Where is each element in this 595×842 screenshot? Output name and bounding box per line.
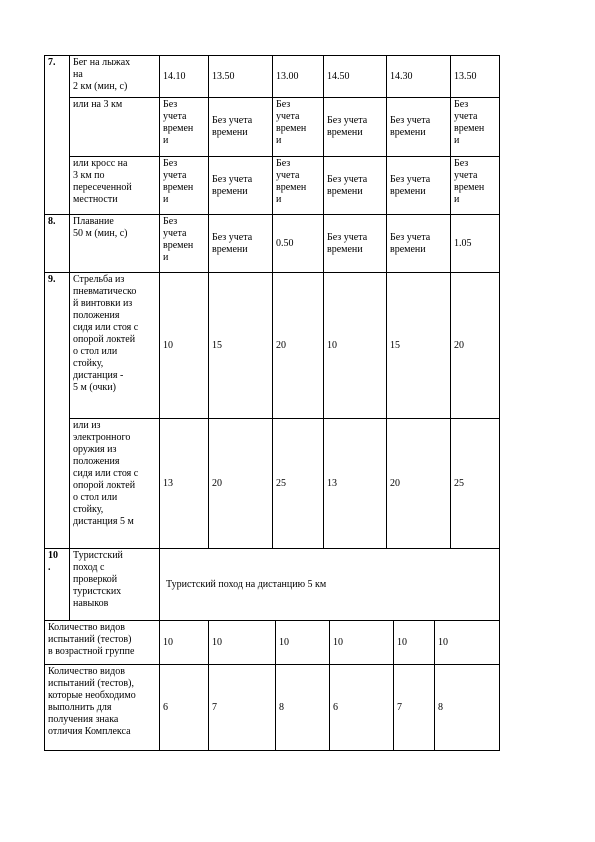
table-cell: Без учета времени <box>387 157 451 215</box>
table-cell: 13 <box>160 419 209 549</box>
table-cell: Без учета времени <box>324 98 387 157</box>
table-cell: 14.10 <box>160 56 209 98</box>
table-cell: Без учета времен и <box>160 157 209 215</box>
row-number: 7. <box>45 56 70 215</box>
table-cell: 10 <box>394 621 435 665</box>
table-cell: 10 <box>209 621 276 665</box>
test-name: Плавание 50 м (мин, с) <box>70 215 160 273</box>
table-row <box>45 665 500 751</box>
table-row <box>45 157 500 215</box>
table-cell: 15 <box>387 273 451 419</box>
table-cell: 6 <box>330 665 394 751</box>
table-cell: 20 <box>387 419 451 549</box>
table-row <box>45 621 500 665</box>
table-row <box>45 56 500 98</box>
summary-table <box>44 620 500 751</box>
table-cell: 10 <box>276 621 330 665</box>
table-row <box>45 215 500 273</box>
summary-label: Количество видов испытаний (тестов), которые необходимо выполнить для получения знака отличия Комплекса <box>45 665 160 751</box>
table-cell: 0.50 <box>273 215 324 273</box>
table-cell: Без учета времен и <box>451 98 500 157</box>
table-row <box>45 98 500 157</box>
table-cell: 20 <box>273 273 324 419</box>
table-cell: 20 <box>451 273 500 419</box>
table-cell: 10 <box>435 621 500 665</box>
table-cell: 14.30 <box>387 56 451 98</box>
table-row <box>45 549 500 621</box>
table-cell: Без учета времени <box>387 98 451 157</box>
table-cell: 13.50 <box>209 56 273 98</box>
table-cell: 15 <box>209 273 273 419</box>
test-name: Стрельба из пневматическо й винтовки из положения сидя или стоя с опорой локтей о стол или стойку, дистанция - 5 м (очки) <box>70 273 160 419</box>
table-cell: Без учета времени <box>209 215 273 273</box>
standards-table-page <box>44 55 499 751</box>
row-number: 9. <box>45 273 70 549</box>
table-cell: Без учета времени <box>209 157 273 215</box>
table-cell: 13 <box>324 419 387 549</box>
table-cell: 7 <box>394 665 435 751</box>
table-cell: 1.05 <box>451 215 500 273</box>
table-row <box>45 419 500 549</box>
table-cell: 25 <box>451 419 500 549</box>
table-cell: Без учета времен и <box>160 215 209 273</box>
table-cell: Без учета времени <box>387 215 451 273</box>
table-cell: Без учета времени <box>209 98 273 157</box>
table-cell: 8 <box>276 665 330 751</box>
standards-table <box>44 55 500 621</box>
table-cell: 13.00 <box>273 56 324 98</box>
test-name: Бег на лыжах на 2 км (мин, с) <box>70 56 160 98</box>
table-cell: 7 <box>209 665 276 751</box>
table-cell: Без учета времен и <box>451 157 500 215</box>
test-name: или кросс на 3 км по пересеченной местности <box>70 157 160 215</box>
table-cell: 20 <box>209 419 273 549</box>
table-cell: Без учета времен и <box>273 98 324 157</box>
table-cell: Без учета времен и <box>160 98 209 157</box>
table-cell: Без учета времени <box>324 157 387 215</box>
row-number: 10 . <box>45 549 70 621</box>
table-cell: Без учета времени <box>324 215 387 273</box>
table-cell: 10 <box>160 273 209 419</box>
table-cell: 13.50 <box>451 56 500 98</box>
row-number: 8. <box>45 215 70 273</box>
table-cell: 10 <box>330 621 394 665</box>
table-cell: 8 <box>435 665 500 751</box>
table-cell: 25 <box>273 419 324 549</box>
test-name: или на 3 км <box>70 98 160 157</box>
test-name: Туристский поход с проверкой туристских навыков <box>70 549 160 621</box>
table-cell: Без учета времен и <box>273 157 324 215</box>
table-cell: 6 <box>160 665 209 751</box>
merged-cell: Туристский поход на дистанцию 5 км <box>160 549 500 621</box>
table-cell: 10 <box>324 273 387 419</box>
table-cell: 10 <box>160 621 209 665</box>
table-row <box>45 273 500 419</box>
table-cell: 14.50 <box>324 56 387 98</box>
test-name: или из электронного оружия из положения сидя или стоя с опорой локтей о стол или стойку, дистанция 5 м <box>70 419 160 549</box>
summary-label: Количество видов испытаний (тестов) в возрастной группе <box>45 621 160 665</box>
